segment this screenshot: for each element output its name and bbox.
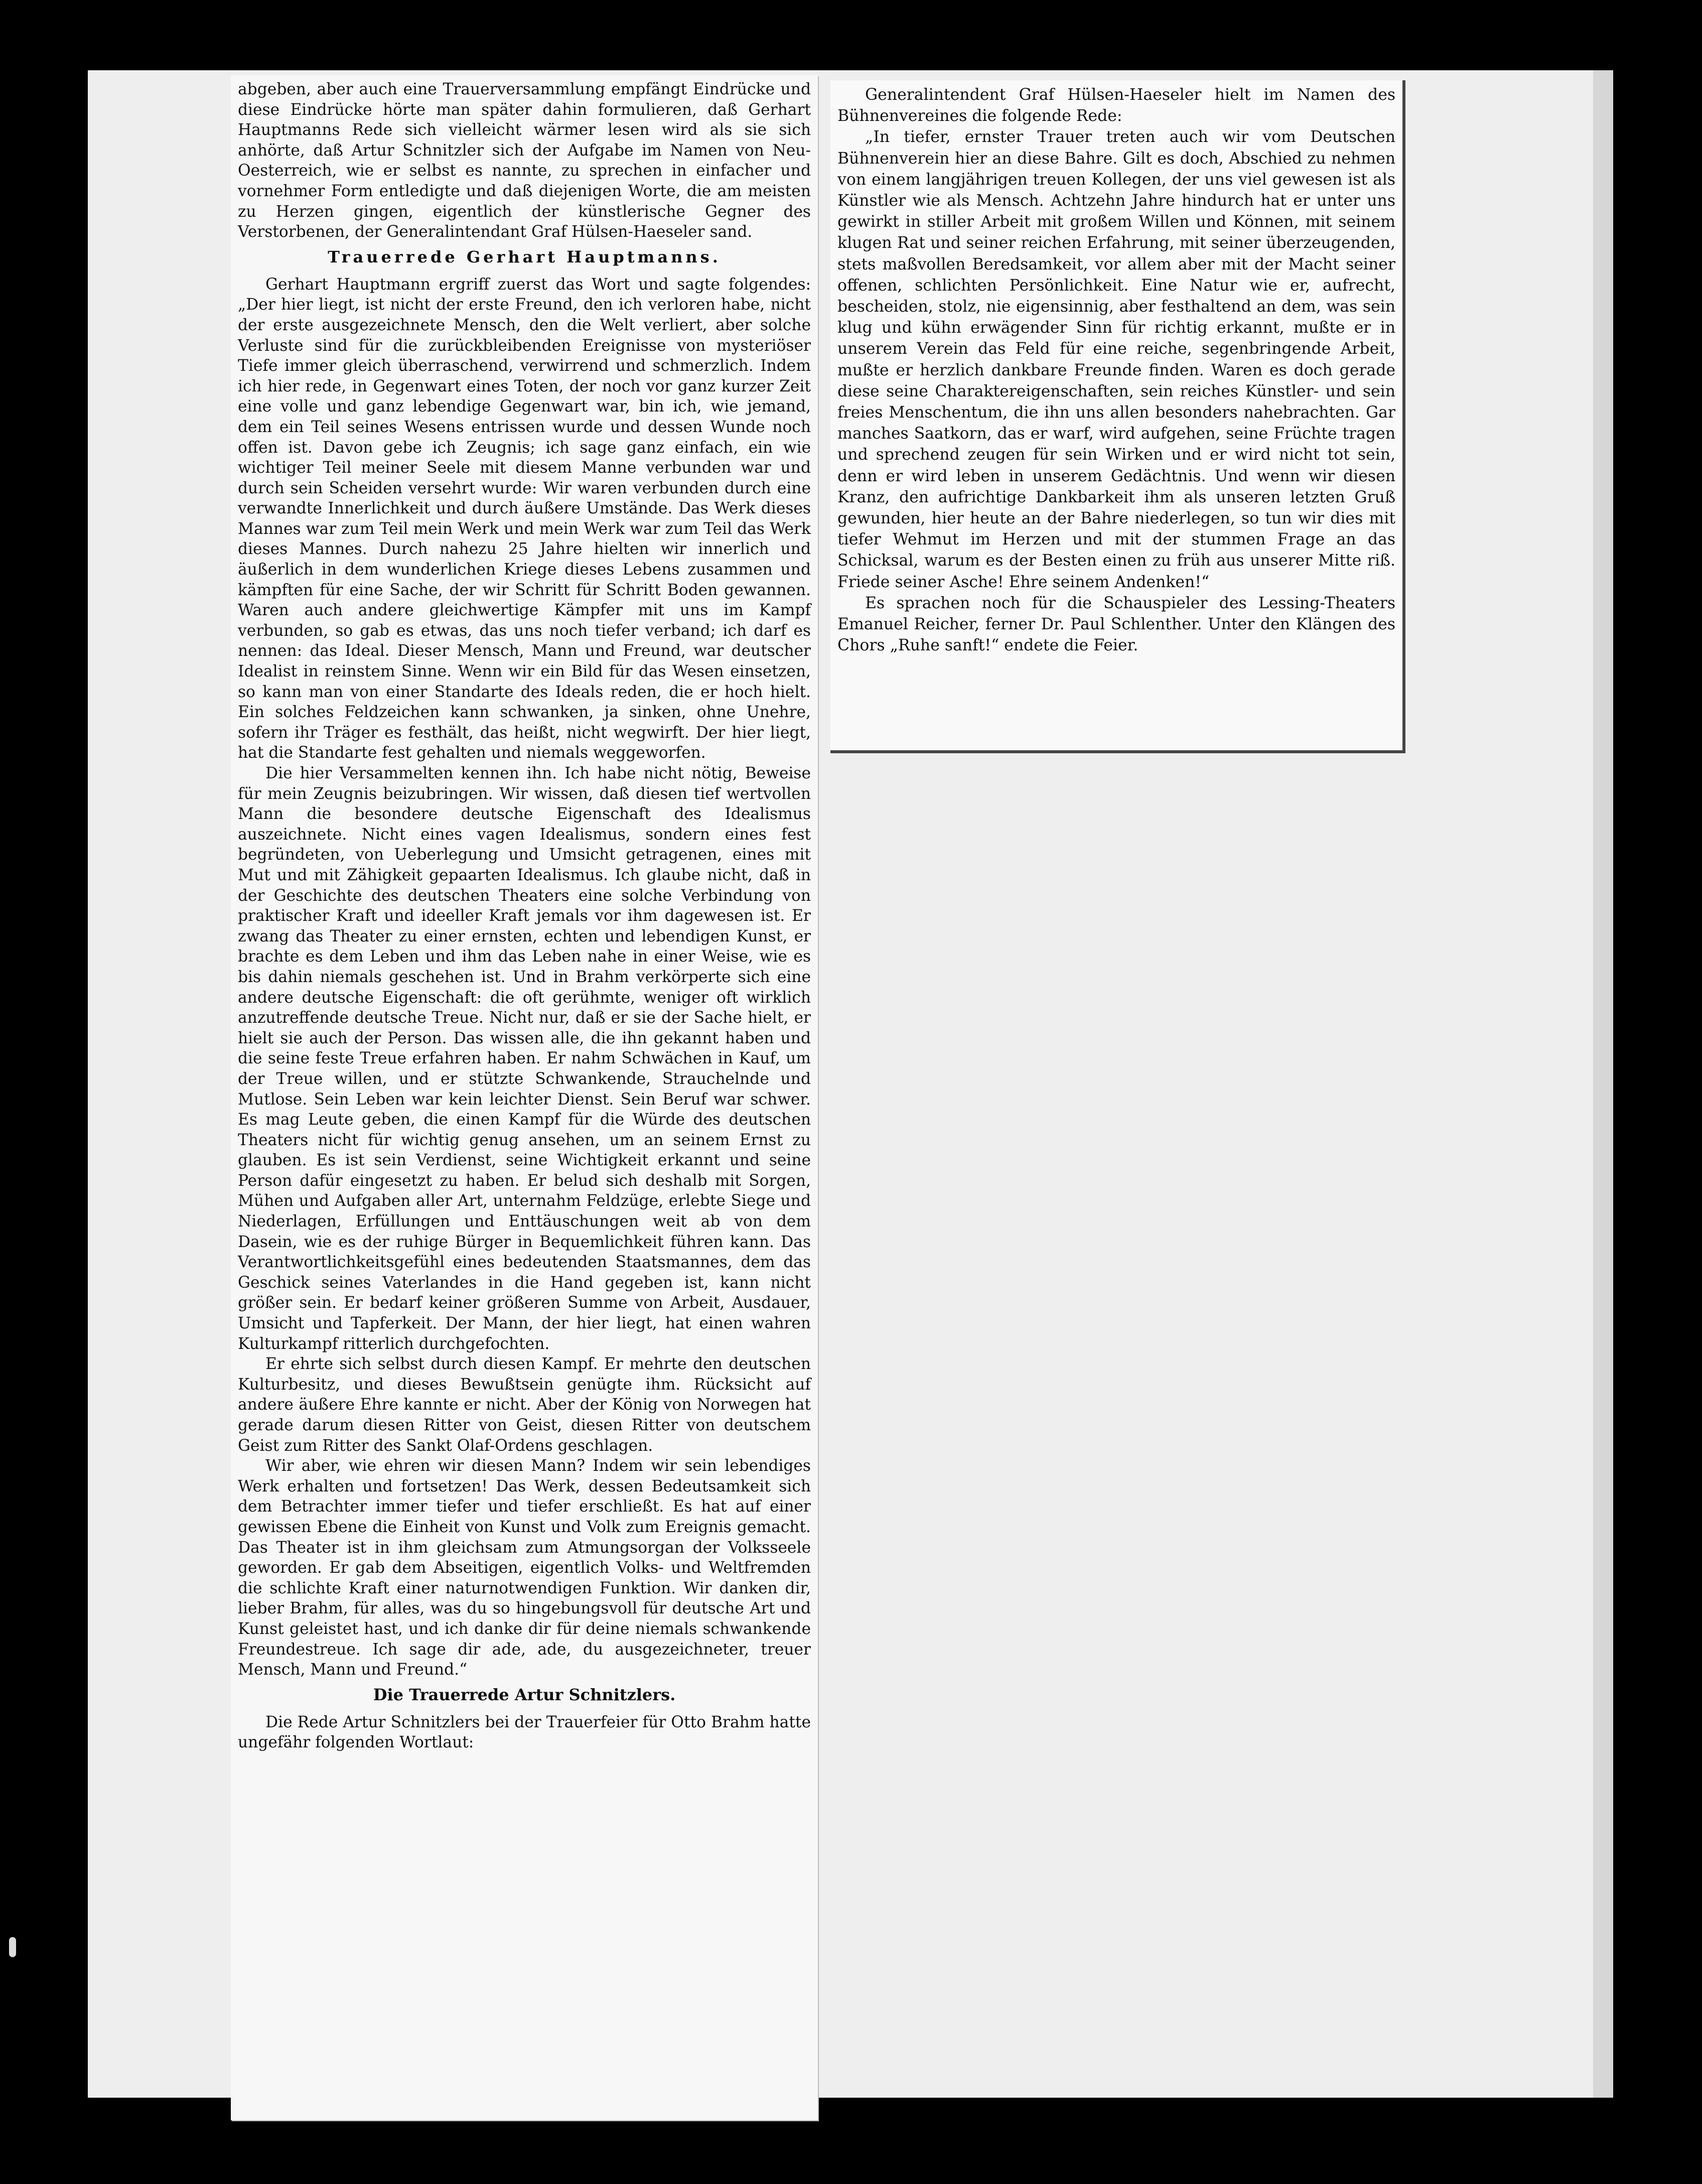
hauptmann-paragraph-4: Wir aber, wie ehren wir diesen Mann? Indem wir sein lebendiges Werk erhalten und fortsetzen! Das Werk, dessen Bedeutsamkeit sich dem Betrachter immer tiefer und tiefer erschließt. Es hat auf einer gewissen Ebene die Einheit von Kunst und Volk zum Ereignis gemacht. Das Theater ist in ihm gleichsam zum Atmungsorgan der Volksseele geworden. Er gab dem Abseitigen, eigentlich Volks- und Weltfremden die schlichte Kraft einer naturnotwendigen Funktion. Wir danken dir, lieber Brahm, für alles, was du so hingebungsvoll für deutsche Art und Kunst geleistet hast, und ich danke dir für deine niemals schwankende Freundestreue. Ich sage dir ade, ade, du ausgezeichneter, treuer Mensch, Mann und Freund.“ bbox=[238, 1457, 811, 1679]
huelsen-speech-paragraph: „In tiefer, ernster Trauer treten auch wir vom Deutschen Bühnenverein hier an diese Bahre. Gilt es doch, Abschied zu nehmen von einem langjährigen treuen Kollegen, der uns viel gewesen ist als Künstler wie als Mensch. Achtzehn Jahre hindurch hat er unter uns gewirkt in stiller Arbeit mit großem Willen und Können, mit seinem klugen Rat und seiner reichen Erfahrung, mit seiner überzeugenden, stets maßvollen Beredsamkeit, vor allem aber mit der Macht seiner offenen, schlichten Persönlichkeit. Eine Natur wie er, aufrecht, bescheiden, stolz, nie eigensinnig, aber festhaltend an dem, was sein klug und kühn erwägender Sinn für richtig erkannt, mußte er in unserem Verein das Feld für eine reiche, segenbringende Arbeit, mußte er herzlich dankbare Freunde finden. Waren es doch gerade diese seine Charaktereigenschaften, sein reiches Künstler- und sein freies Menschentum, die ihn uns allen besonders nahebrachten. Gar manches Saatkorn, das er warf, wird aufgehen, seine Früchte tragen und sprechend zeugen für sein Wirken und er wird nicht tot sein, denn er wird leben in unserem Gedächtnis. Und wenn wir diesen Kranz, den aufrichtige Dankbarkeit ihm als unseren letzten Gruß gewunden, hier heute an der Bahre niederlegen, so tun wir dies mit tiefer Wehmut im Herzen und mit der stummen Frage an das Schicksal, warum es der Besten einen zu früh aus unserer Mitte riß. Friede seiner Asche! Ehre seinem Andenken!“ bbox=[837, 128, 1395, 591]
heading-schnitzler-speech: Die Trauerrede Artur Schnitzlers. bbox=[373, 1685, 676, 1704]
closing-paragraph: Es sprachen noch für die Schauspieler des Lessing-Theaters Emanuel Reicher, ferner Dr. Paul Schlenther. Unter den Klängen des Chors „Ruhe sanft!“ endete die Feier. bbox=[837, 594, 1395, 655]
newspaper-clipping-left bbox=[231, 75, 818, 2120]
huelsen-intro-paragraph: Generalintendent Graf Hülsen-Haeseler hielt im Namen des Bühnenvereines die folgende Rede: bbox=[837, 86, 1395, 125]
hauptmann-paragraph-2: Die hier Versammelten kennen ihn. Ich habe nicht nötig, Beweise für mein Zeugnis beizubringen. Wir wissen, daß diesen tief wertvollen Mann die besondere deutsche Eigenschaft des Idealismus auszeichnete. Nicht eines vagen Idealismus, sondern eines fest begründeten, von Ueberlegung und Umsicht getragenen, eines mit Mut und mit Zähigkeit gepaarten Idealismus. Ich glaube nicht, daß in der Geschichte des deutschen Theaters eine solche Verbindung von praktischer Kraft und ideeller Kraft jemals vor ihm dagewesen ist. Er zwang das Theater zu einer ernsten, echten und lebendigen Kunst, er brachte es dem Leben und ihm das Leben nahe in einer Weise, wie es bis dahin niemals geschehen ist. Und in Brahm verkörperte sich eine andere deutsche Eigenschaft: die oft gerühmte, weniger oft wirklich anzutreffende deutsche Treue. Nicht nur, daß er sie der Sache hielt, er hielt sie auch der Person. Das wissen alle, die ihn gekannt haben und die seine feste Treue erfahren haben. Er nahm Schwächen in Kauf, um der Treue willen, und er stützte Schwankende, Strauchelnde und Mutlose. Sein Leben war kein leichter Dienst. Sein Beruf war schwer. Es mag Leute geben, die einen Kampf für die Würde des deutschen Theaters nicht für wichtig genug ansehen, um an seinem Ernst zu glauben. Es ist sein Verdienst, seine Wichtigkeit erkannt und seine Person dafür eingesetzt zu haben. Er belud sich deshalb mit Sorgen, Mühen und Aufgaben aller Art, unternahm Feldzüge, erlebte Siege und Niederlagen, Erfüllungen und Enttäuschungen weit ab von dem Dasein, wie es der ruhige Bürger in Bequemlichkeit führen kann. Das Verantwortlichkeitsgefühl eines bedeutenden Staatsmannes, dem das Geschick seines Vaterlandes in die Hand gegeben ist, kann nicht größer sein. Er bedarf keiner größeren Summe von Arbeit, Ausdauer, Umsicht und Tapferkeit. Der Mann, der hier liegt, hat einen wahren Kulturkampf ritterlich durchgefochten. bbox=[238, 764, 811, 1353]
clipping-left-column bbox=[238, 79, 811, 1753]
clipping-right-column bbox=[837, 84, 1395, 656]
heading-hauptmann-speech: Trauerrede Gerhart Hauptmanns. bbox=[328, 247, 721, 266]
intro-paragraph: abgeben, aber auch eine Trauerversammlung empfängt Eindrücke und diese Eindrücke hörte man später dahin formulieren, daß Gerhart Hauptmanns Rede sich vielleicht wärmer lesen wird als sie sich anhörte, daß Artur Schnitzler sich der Aufgabe im Namen von Neu-Oesterreich, wie er selbst es nannte, zu sprechen in einfacher und vornehmer Form entledigte und daß diejenigen Worte, die am meisten zu Herzen gingen, eigentlich der künstlerische Gegner des Verstorbenen, der Generalintendant Graf Hülsen-Haeseler sand. bbox=[238, 80, 811, 241]
hauptmann-paragraph-1: Gerhart Hauptmann ergriff zuerst das Wort und sagte folgendes: „Der hier liegt, ist nicht der erste Freund, den ich verloren habe, nicht der erste ausgezeichnete Mensch, den die Welt verliert, aber solche Verluste sind für die zurückbleibenden Ereignisse von mysteriöser Tiefe immer gleich überraschend, verwirrend und schmerzlich. Indem ich hier rede, in Gegenwart eines Toten, der noch vor ganz kurzer Zeit eine volle und ganz lebendige Gegenwart war, bin ich, wie jemand, dem ein Teil seines Wesens entrissen wurde und dessen Wunde noch offen ist. Davon gebe ich Zeugnis; ich sage ganz einfach, ein wie wichtiger Teil meiner Seele mit diesem Manne verbunden war und durch sein Scheiden versehrt wurde: Wir waren verbunden durch eine verwandte Innerlichkeit und durch äußere Umstände. Das Werk dieses Mannes war zum Teil mein Werk und mein Werk war zum Teil das Werk dieses Mannes. Durch nahezu 25 Jahre hielten wir innerlich und äußerlich in dem wunderlichen Kriege dieses Lebens zusammen und kämpften für eine Sache, der wir Schritt für Schritt Boden gewannen. Waren auch andere gleichwertige Kämpfer mit uns im Kampf verbunden, so gab es etwas, das uns noch tiefer verband; ich darf es nennen: das Ideal. Dieser Mensch, Mann und Freund, war deutscher Idealist in reinstem Sinne. Wenn wir ein Bild für das Wesen einsetzen, so kann man von einer Standarte des Ideals reden, die er hoch hielt. Ein solches Feldzeichen kann schwanken, ja sinken, ohne Unehre, sofern ihr Träger es festhält, das heißt, nicht wegwirft. Der hier liegt, hat die Standarte fest gehalten und niemals weggeworfen. bbox=[238, 275, 811, 762]
schnitzler-intro-paragraph: Die Rede Artur Schnitzlers bei der Trauerfeier für Otto Brahm hatte ungefähr folgenden Wortlaut: bbox=[238, 1713, 811, 1752]
newspaper-clipping-right bbox=[830, 80, 1405, 753]
hauptmann-paragraph-3: Er ehrte sich selbst durch diesen Kampf. Er mehrte den deutschen Kulturbesitz, und dieses Bewußtsein genügte ihm. Rücksicht auf andere äußere Ehre kannte er nicht. Aber der König von Norwegen hat gerade darum diesen Ritter von Geist, diesen Ritter von deutschem Geist zum Ritter des Sankt Olaf-Ordens geschlagen. bbox=[238, 1355, 811, 1455]
punch-hole bbox=[9, 1937, 16, 1957]
